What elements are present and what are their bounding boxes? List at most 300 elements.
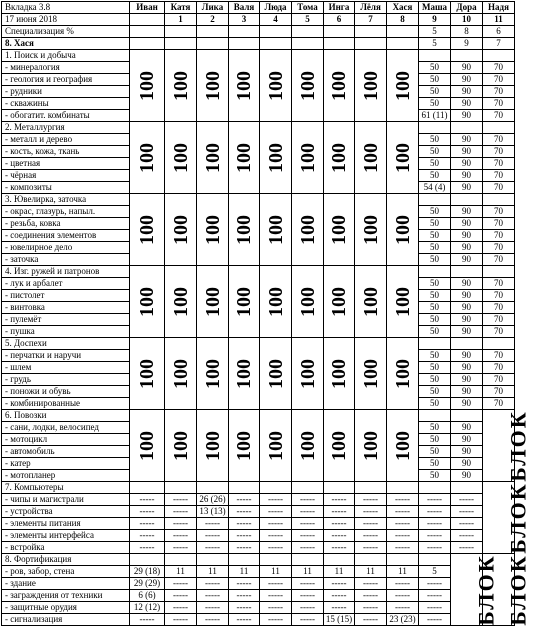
value-cell: -----: [292, 602, 324, 614]
value-cell: 50: [419, 446, 451, 458]
empty-cell: [165, 554, 197, 566]
value-cell: -----: [197, 578, 229, 590]
value-cell: -----: [387, 590, 419, 602]
item-label: - чипы и магистрали: [2, 494, 130, 506]
value-cell: 50: [419, 374, 451, 386]
empty-cell: [355, 26, 387, 38]
empty-cell: [419, 482, 451, 494]
big-value-cell: [260, 194, 292, 266]
value-cell: 50: [419, 290, 451, 302]
value-cell: 50: [419, 206, 451, 218]
value-cell: 90: [451, 446, 483, 458]
big-value-cell: [197, 194, 229, 266]
big-value: 100: [233, 430, 255, 461]
big-value: 100: [264, 142, 287, 173]
empty-cell: [260, 554, 292, 566]
empty-cell: [451, 122, 483, 134]
column-header-name: Лёля: [355, 2, 387, 14]
value-cell: -----: [130, 542, 165, 554]
value-cell: 90: [451, 302, 483, 314]
big-value-cell: [229, 410, 260, 482]
empty-cell: [451, 194, 483, 206]
value-cell: 90: [451, 458, 483, 470]
value-cell: 11: [229, 566, 260, 578]
tab-title: Вкладка 3.8: [2, 2, 130, 14]
value-cell: -----: [451, 530, 483, 542]
big-value-cell: [387, 122, 419, 194]
value-cell: 6 (6): [130, 590, 165, 602]
big-value-cell: [197, 266, 229, 338]
big-value-cell: [197, 410, 229, 482]
spec-value: 6: [483, 26, 515, 38]
big-value-cell: [229, 338, 260, 410]
item-label: - мотопланер: [2, 470, 130, 482]
training-table: [1, 1, 531, 626]
item-label: - устройства: [2, 506, 130, 518]
value-cell: 70: [483, 86, 515, 98]
big-value: 100: [233, 70, 255, 101]
big-value-cell: [165, 266, 197, 338]
big-value: 100: [359, 430, 382, 461]
value-cell: -----: [260, 494, 292, 506]
item-label: - защитные орудия: [2, 602, 130, 614]
value-cell: -----: [419, 506, 451, 518]
spec-value: 8: [451, 26, 483, 38]
big-value: 100: [233, 214, 255, 245]
block-label: БЛОК: [505, 481, 531, 554]
value-cell: 90: [451, 134, 483, 146]
big-value: 100: [201, 430, 224, 461]
value-cell: -----: [355, 518, 387, 530]
column-header-number: 1: [165, 14, 197, 26]
column-header-number: 11: [483, 14, 515, 26]
empty-cell: [229, 26, 260, 38]
big-value: 100: [391, 286, 414, 317]
value-cell: -----: [292, 542, 324, 554]
column-header-name: Люда: [260, 2, 292, 14]
big-value-cell: [130, 194, 165, 266]
value-cell: 90: [451, 386, 483, 398]
value-cell: -----: [260, 614, 292, 626]
empty-cell: [229, 482, 260, 494]
value-cell: 70: [483, 74, 515, 86]
value-cell: 90: [451, 158, 483, 170]
big-value: 100: [328, 142, 350, 173]
big-value-cell: [292, 410, 324, 482]
value-cell: 90: [451, 314, 483, 326]
section-title-row: [2, 266, 515, 278]
big-value-cell: [355, 266, 387, 338]
empty-cell: [260, 482, 292, 494]
column-header-number: 4: [260, 14, 292, 26]
value-cell: -----: [229, 542, 260, 554]
value-cell: 70: [483, 242, 515, 254]
big-value-cell: [292, 50, 324, 122]
big-value: 100: [328, 286, 350, 317]
value-cell: -----: [451, 506, 483, 518]
value-cell: -----: [260, 530, 292, 542]
value-cell: -----: [292, 518, 324, 530]
big-value-cell: [387, 194, 419, 266]
value-cell: -----: [419, 590, 451, 602]
empty-cell: [260, 38, 292, 50]
column-header-name: Катя: [165, 2, 197, 14]
spec-value: 5: [419, 26, 451, 38]
big-value: 100: [136, 430, 158, 461]
value-cell: 50: [419, 230, 451, 242]
section-title: 1. Поиск и добыча: [2, 50, 130, 62]
empty-cell: [130, 26, 165, 38]
section-title: 8. Фортификация: [2, 554, 130, 566]
empty-cell: [419, 410, 451, 422]
value-cell: -----: [355, 542, 387, 554]
value-cell: -----: [292, 578, 324, 590]
big-value: 100: [169, 70, 192, 101]
empty-cell: [387, 26, 419, 38]
value-cell: 90: [451, 362, 483, 374]
value-cell: 50: [419, 350, 451, 362]
value-cell: 90: [451, 74, 483, 86]
big-value-cell: [324, 266, 355, 338]
value-cell: -----: [260, 506, 292, 518]
column-header-name: Надя: [483, 2, 515, 14]
big-value: 100: [391, 214, 414, 245]
value-cell: -----: [130, 530, 165, 542]
value-cell: -----: [419, 518, 451, 530]
value-cell: 90: [451, 146, 483, 158]
empty-cell: [451, 482, 483, 494]
value-cell: -----: [387, 602, 419, 614]
value-cell: -----: [451, 494, 483, 506]
value-cell: 90: [451, 230, 483, 242]
value-cell: 70: [483, 254, 515, 266]
value-cell: 11: [165, 566, 197, 578]
big-value-cell: [260, 410, 292, 482]
value-cell: -----: [165, 590, 197, 602]
value-cell: 70: [483, 362, 515, 374]
empty-cell: [292, 26, 324, 38]
big-value: 100: [296, 142, 319, 173]
empty-cell: [165, 38, 197, 50]
item-row: [2, 578, 515, 590]
big-value: 100: [391, 142, 414, 173]
big-value-cell: [229, 50, 260, 122]
big-value: 100: [328, 70, 350, 101]
header-row-numbers: [2, 14, 515, 26]
item-label: - резьба, ковка: [2, 218, 130, 230]
big-value-cell: [165, 194, 197, 266]
section-title-row: [2, 554, 515, 566]
value-cell: -----: [324, 590, 355, 602]
value-cell: -----: [419, 542, 451, 554]
big-value-cell: [260, 50, 292, 122]
big-value-cell: [387, 50, 419, 122]
value-cell: 90: [451, 86, 483, 98]
item-row: [2, 566, 515, 578]
value-cell: 90: [451, 218, 483, 230]
column-header-number: 7: [355, 14, 387, 26]
big-value-cell: [292, 194, 324, 266]
value-cell: 90: [451, 422, 483, 434]
empty-cell: [451, 410, 483, 422]
empty-cell: [292, 38, 324, 50]
value-cell: -----: [229, 590, 260, 602]
value-cell: 11: [387, 566, 419, 578]
value-cell: -----: [355, 590, 387, 602]
section-title-row: [2, 338, 515, 350]
value-cell: 11: [324, 566, 355, 578]
empty-cell: [324, 26, 355, 38]
empty-cell: [197, 38, 229, 50]
big-value: 100: [136, 286, 158, 317]
column-header-number: 9: [419, 14, 451, 26]
item-label: - катер: [2, 458, 130, 470]
big-value-cell: [355, 50, 387, 122]
empty-cell: [387, 38, 419, 50]
item-label: - перчатки и наручи: [2, 350, 130, 362]
item-label: - встройка: [2, 542, 130, 554]
empty-cell: [165, 482, 197, 494]
value-cell: 50: [419, 434, 451, 446]
item-label: - геология и география: [2, 74, 130, 86]
item-label: - пистолет: [2, 290, 130, 302]
item-label: - мотоцикл: [2, 434, 130, 446]
big-value: 100: [169, 286, 192, 317]
item-row: [2, 590, 515, 602]
column-header-number: 2: [197, 14, 229, 26]
column-header-number: 3: [229, 14, 260, 26]
value-cell: 70: [483, 62, 515, 74]
value-cell: -----: [419, 578, 451, 590]
value-cell: -----: [197, 614, 229, 626]
column-header-name: Иван: [130, 2, 165, 14]
big-value: 100: [296, 430, 319, 461]
value-cell: -----: [260, 518, 292, 530]
value-cell: -----: [292, 494, 324, 506]
row8-value: 9: [451, 38, 483, 50]
empty-cell: [324, 554, 355, 566]
column-header-name: Хася: [387, 2, 419, 14]
empty-cell: [387, 482, 419, 494]
value-cell: -----: [419, 494, 451, 506]
empty-cell: [387, 554, 419, 566]
big-value-cell: [260, 122, 292, 194]
big-value-cell: [260, 338, 292, 410]
value-cell: -----: [324, 506, 355, 518]
value-cell: -----: [324, 578, 355, 590]
value-cell: 70: [483, 170, 515, 182]
section-title: 2. Металлургия: [2, 122, 130, 134]
item-label: - пушка: [2, 326, 130, 338]
big-value-cell: [355, 122, 387, 194]
big-value-cell: [292, 338, 324, 410]
section-title: 3. Ювелирка, заточка: [2, 194, 130, 206]
item-label: - пулемёт: [2, 314, 130, 326]
value-cell: -----: [197, 518, 229, 530]
empty-cell: [483, 122, 515, 134]
value-cell: -----: [229, 494, 260, 506]
value-cell: 50: [419, 158, 451, 170]
item-row: [2, 602, 515, 614]
value-cell: -----: [130, 494, 165, 506]
value-cell: 90: [451, 278, 483, 290]
big-value: 100: [359, 214, 382, 245]
value-cell: -----: [292, 614, 324, 626]
value-cell: 23 (23): [387, 614, 419, 626]
block-label: БЛОК: [505, 553, 531, 626]
value-cell: 50: [419, 254, 451, 266]
value-cell: 70: [483, 98, 515, 110]
big-value-cell: [130, 122, 165, 194]
big-value-cell: [197, 122, 229, 194]
big-value-cell: [324, 194, 355, 266]
empty-cell: [483, 50, 515, 62]
big-value: 100: [233, 286, 255, 317]
item-label: - чёрная: [2, 170, 130, 182]
item-label: - винтовка: [2, 302, 130, 314]
column-header-name: Маша: [419, 2, 451, 14]
item-row: [2, 530, 515, 542]
value-cell: -----: [130, 506, 165, 518]
big-value: 100: [264, 70, 287, 101]
big-value-cell: [324, 122, 355, 194]
value-cell: -----: [165, 542, 197, 554]
value-cell: -----: [165, 506, 197, 518]
value-cell: 50: [419, 218, 451, 230]
section-title-row: [2, 50, 515, 62]
value-cell: 70: [483, 374, 515, 386]
value-cell: 70: [483, 278, 515, 290]
item-label: - сани, лодки, велосипед: [2, 422, 130, 434]
value-cell: -----: [292, 530, 324, 542]
empty-cell: [197, 482, 229, 494]
big-value-cell: [229, 266, 260, 338]
block-cell: [451, 553, 499, 626]
value-cell: 50: [419, 242, 451, 254]
value-cell: 11: [292, 566, 324, 578]
item-row: [2, 614, 515, 626]
big-value: 100: [201, 70, 224, 101]
value-cell: 29 (29): [130, 578, 165, 590]
item-label: - шлем: [2, 362, 130, 374]
item-row: [2, 494, 515, 506]
row8-value: 5: [419, 38, 451, 50]
item-label: - заточка: [2, 254, 130, 266]
item-row: [2, 518, 515, 530]
value-cell: -----: [355, 506, 387, 518]
empty-cell: [324, 482, 355, 494]
item-label: - композиты: [2, 182, 130, 194]
big-value: 100: [233, 358, 255, 389]
empty-cell: [292, 482, 324, 494]
value-cell: -----: [419, 614, 451, 626]
empty-cell: [419, 338, 451, 350]
big-value-cell: [130, 266, 165, 338]
value-cell: 70: [483, 302, 515, 314]
big-value: 100: [359, 358, 382, 389]
empty-cell: [483, 266, 515, 278]
value-cell: 90: [451, 98, 483, 110]
big-value: 100: [201, 286, 224, 317]
value-cell: 50: [419, 62, 451, 74]
big-value: 100: [391, 70, 414, 101]
value-cell: 70: [483, 218, 515, 230]
value-cell: 90: [451, 434, 483, 446]
column-header-name: Дора: [451, 2, 483, 14]
big-value-cell: [197, 50, 229, 122]
item-label: - обогатит. комбинаты: [2, 110, 130, 122]
value-cell: -----: [260, 590, 292, 602]
value-cell: -----: [229, 518, 260, 530]
section-title: 5. Доспехи: [2, 338, 130, 350]
big-value: 100: [169, 142, 192, 173]
value-cell: -----: [324, 494, 355, 506]
value-cell: -----: [165, 614, 197, 626]
item-label: - ювелирное дело: [2, 242, 130, 254]
sheet-date: 17 июня 2018: [2, 14, 130, 26]
item-label: - грудь: [2, 374, 130, 386]
value-cell: 70: [483, 314, 515, 326]
empty-cell: [197, 26, 229, 38]
value-cell: 50: [419, 386, 451, 398]
item-label: - окрас, глазурь, напыл.: [2, 206, 130, 218]
item-label: - кость, кожа, ткань: [2, 146, 130, 158]
value-cell: -----: [387, 494, 419, 506]
column-header-number: 6: [324, 14, 355, 26]
item-label: - скважины: [2, 98, 130, 110]
value-cell: -----: [292, 506, 324, 518]
value-cell: 54 (4): [419, 182, 451, 194]
empty-cell: [451, 50, 483, 62]
value-cell: 70: [483, 326, 515, 338]
value-cell: 70: [483, 386, 515, 398]
big-value-cell: [165, 338, 197, 410]
big-value-cell: [355, 194, 387, 266]
item-label: - ров, забор, стена: [2, 566, 130, 578]
row8-row: [2, 38, 515, 50]
empty-cell: [483, 194, 515, 206]
column-header-name: Валя: [229, 2, 260, 14]
value-cell: -----: [197, 530, 229, 542]
value-cell: 15 (15): [324, 614, 355, 626]
value-cell: 70: [483, 134, 515, 146]
section-title: 7. Компьютеры: [2, 482, 130, 494]
big-value-cell: [130, 50, 165, 122]
big-value-cell: [165, 410, 197, 482]
value-cell: 70: [483, 146, 515, 158]
item-label: - заграждения от техники: [2, 590, 130, 602]
block-label: БЛОК: [505, 409, 531, 482]
value-cell: 11: [197, 566, 229, 578]
big-value-cell: [260, 266, 292, 338]
block-label: БЛОК: [473, 553, 499, 626]
value-cell: 90: [451, 350, 483, 362]
empty-cell: [355, 554, 387, 566]
column-header-number: 10: [451, 14, 483, 26]
block-cell: [483, 481, 531, 554]
big-value-cell: [165, 50, 197, 122]
value-cell: -----: [229, 578, 260, 590]
empty-cell: [165, 26, 197, 38]
value-cell: 50: [419, 170, 451, 182]
value-cell: 50: [419, 362, 451, 374]
value-cell: 90: [451, 170, 483, 182]
big-value: 100: [264, 358, 287, 389]
value-cell: -----: [130, 518, 165, 530]
big-value: 100: [201, 358, 224, 389]
item-label: - элементы питания: [2, 518, 130, 530]
big-value-cell: [324, 410, 355, 482]
